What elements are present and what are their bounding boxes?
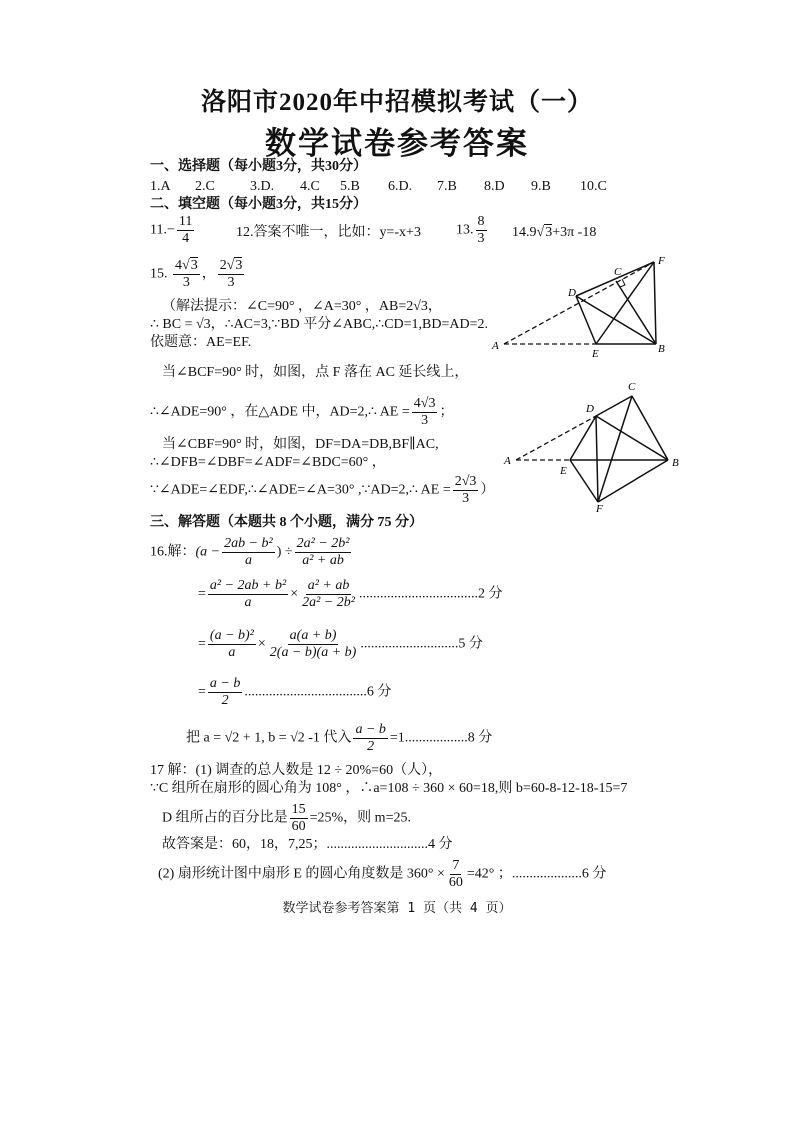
q16-l2-num2: a² + ab	[307, 578, 350, 593]
q15-label: 15.	[150, 266, 168, 282]
hint5-fraction	[412, 396, 438, 429]
q11-den: 4	[182, 231, 190, 246]
q16-l5-num: a − b	[355, 722, 386, 737]
q16-l1-a: (a −	[195, 544, 221, 560]
q16-l5-frac	[353, 722, 387, 755]
q16-l4-den: 2	[221, 693, 229, 708]
q16-l2-op: ×	[290, 586, 299, 602]
q16-l5-den: 2	[367, 739, 375, 754]
section2-header: 二、填空题（每小题3分，共15分）	[150, 197, 367, 212]
q16-l4-eq: =	[198, 684, 206, 700]
answer-13	[456, 214, 489, 247]
fig2-label-B: B	[672, 457, 679, 469]
q15-fraction-a	[173, 258, 200, 291]
q11-fraction	[177, 214, 194, 247]
answer-12: 12.答案不唯一，比如：y=-x+3	[236, 225, 421, 240]
hint5-text: ∴∠ADE=90° ，在△ADE 中，AD=2,∴ AE =	[150, 404, 410, 420]
q16-l3-frac2	[268, 628, 359, 661]
answer-1: 1.A	[150, 179, 171, 194]
fig1-right-angle	[620, 279, 625, 287]
answer-6: 6.D.	[388, 179, 413, 194]
q16-l5-b: =1..................8 分	[389, 730, 493, 746]
fig1-label-F: F	[658, 255, 665, 267]
answer-10: 10.C	[580, 179, 607, 194]
q11-label: 11.	[150, 222, 167, 238]
hint-line-3: 依题意：AE=EF.	[150, 335, 252, 350]
fig1-line-CB	[616, 281, 656, 344]
q16-l1-den2: a² + ab	[302, 553, 344, 568]
fig1-line-DE	[576, 296, 596, 344]
q16-l3-op: ×	[257, 636, 266, 652]
q16-line-4	[198, 676, 391, 709]
q15-a-coef: 4	[175, 258, 182, 273]
fig1-line-DB	[576, 296, 656, 344]
q16-l2-num1: a² − 2ab + b²	[209, 578, 287, 593]
q16-l3-den2: 2(a − b)(a + b)	[269, 645, 357, 660]
q16-label: 16.解：	[150, 544, 196, 560]
hint8-text: ∵∠ADE=∠EDF,∴∠ADE=∠A=30° ,∵AD=2,∴ AE =	[150, 482, 451, 498]
fig2-line-DB	[596, 416, 668, 460]
answer-3: 3.D.	[250, 179, 275, 194]
q11-num: 11	[178, 214, 193, 229]
fig1-label-E: E	[592, 348, 599, 360]
fig2-line-DF	[596, 416, 598, 502]
q14-label: 14.9	[512, 225, 537, 240]
hint-line-1: （解法提示：∠C=90° ，∠A=30° ，AB=2√3，	[162, 299, 442, 314]
hint-line-7: ∴∠DFB=∠DBF=∠ADF=∠BDC=60° ，	[150, 455, 386, 470]
q16-l3-score: ............................5 分	[360, 636, 483, 652]
geometry-figure-1	[486, 248, 676, 360]
q17-l5-a: (2) 扇形统计图中扇形 E 的圆心角度数是 360° ×	[158, 866, 445, 882]
hint-line-8	[150, 474, 494, 507]
q17-line-5	[158, 858, 606, 891]
q17-line-1: 17 解：(1) 调查的总人数是 12 ÷ 20%=60（人），	[150, 763, 443, 778]
q17-l5-num: 7	[452, 858, 460, 873]
geometry-figure-2	[500, 378, 690, 512]
q16-line-3	[198, 628, 483, 661]
q16-line-1	[150, 536, 353, 569]
answer-11	[150, 214, 196, 247]
fig2-label-A: A	[504, 455, 511, 467]
q16-l3-eq: =	[198, 636, 206, 652]
q16-l1-frac2	[295, 536, 352, 569]
q15-a-rad: 3	[190, 258, 198, 273]
fig2-label-D: D	[586, 403, 594, 415]
fig1-line-FB	[654, 262, 656, 344]
q16-l3-num2: a(a + b)	[289, 628, 337, 643]
hint-line-5	[150, 396, 453, 429]
q16-l4-frac	[208, 676, 242, 709]
q16-l1-frac1	[222, 536, 275, 569]
q17-line-3	[162, 802, 411, 835]
q16-l5-a: 把 a = √2 + 1, b = √2 -1 代入	[186, 730, 352, 746]
q15-b-num	[218, 258, 245, 275]
q17-l3-a: D 组所占的百分比是	[162, 810, 288, 826]
q16-l2-eq: =	[198, 586, 206, 602]
answer-7: 7.B	[437, 179, 457, 194]
q16-l2-frac1	[208, 578, 288, 611]
q17-l3-b: =25%，则 m=25.	[309, 810, 411, 826]
answer-15	[150, 258, 246, 291]
q17-l5-b: =42° ；....................6 分	[466, 866, 607, 882]
q13-num: 8	[477, 214, 485, 229]
hint-line-6: 当∠CBF=90° 时，如图，DF=DA=DB,BF∥AC,	[162, 437, 439, 452]
q17-line-2: ∵C 组所在扇形的圆心角为 108° ，∴a=108 ÷ 360 × 60=18,则 b=60-8-12-18-15=7	[150, 781, 628, 796]
q15-a-den: 3	[182, 275, 190, 290]
hint8-fraction	[453, 474, 479, 507]
fig1-label-B: B	[658, 343, 665, 355]
q15-a-num	[173, 258, 200, 275]
answer-14	[512, 224, 596, 242]
q15-b-coef: 2	[219, 258, 227, 273]
q17-l3-num: 15	[291, 802, 306, 817]
q14-radicand: 3	[545, 225, 553, 240]
hint8-end: ）	[480, 482, 495, 498]
hint5-den: 3	[421, 413, 429, 428]
q16-l1-num2: 2a² − 2b²	[296, 536, 350, 551]
hint8-num: 2√3	[454, 474, 477, 489]
fig2-label-C: C	[628, 381, 636, 393]
section1-header: 一、选择题（每小题3分，共30分）	[150, 159, 367, 174]
fig1-label-D: D	[568, 287, 576, 299]
q16-l2-den1: a	[244, 595, 252, 610]
hint8-den: 3	[462, 491, 470, 506]
fig2-line-FB	[598, 460, 668, 502]
q11-sign: −	[166, 222, 175, 238]
q16-l2-frac2	[300, 578, 357, 611]
q16-l4-num: a − b	[209, 676, 241, 691]
q16-l1-den1: a	[244, 553, 252, 568]
fig2-label-E: E	[560, 465, 567, 477]
answer-9: 9.B	[531, 179, 551, 194]
answer-8: 8.D	[484, 179, 505, 194]
q16-l1-num1: 2ab − b²	[224, 536, 273, 551]
q16-line-5	[186, 722, 492, 755]
sqrt-symbol	[182, 258, 190, 273]
q16-l1-op: ) ÷	[276, 544, 293, 560]
q16-line-2	[198, 578, 502, 611]
q16-l3-num1: (a − b)²	[209, 628, 254, 643]
answer-5: 5.B	[340, 179, 360, 194]
fig2-label-F: F	[596, 503, 603, 512]
fig2-line-EF	[570, 460, 598, 502]
q13-fraction	[476, 214, 487, 247]
title-line-2: 数学试卷参考答案	[265, 126, 529, 161]
hint5-num: 4√3	[413, 396, 436, 411]
q16-l2-den2: 2a² − 2b²	[302, 595, 355, 610]
q15-b-den: 3	[227, 275, 235, 290]
q17-l5-den: 60	[448, 875, 463, 890]
q13-label: 13.	[456, 222, 474, 238]
section3-header: 三、解答题（本题共 8 个小题，满分 75 分）	[150, 515, 423, 530]
q17-l3-frac	[290, 802, 308, 835]
answer-2: 2.C	[195, 179, 215, 194]
fig2-line-CB	[632, 396, 668, 460]
q17-line-4: 故答案是：60，18，7,25；.............................4 分	[162, 837, 453, 852]
fig1-label-C: C	[614, 266, 622, 278]
fig1-label-A: A	[492, 340, 499, 352]
title-line-1: 洛阳市2020年中招模拟考试（一）	[200, 89, 593, 116]
q15-b-rad: 3	[235, 258, 243, 273]
q17-l3-den: 60	[291, 819, 306, 834]
q14-rest: +3π -18	[552, 225, 597, 240]
q16-l4-score: ...................................6 分	[244, 684, 392, 700]
hint-line-4: 当∠BCF=90° 时，如图，点 F 落在 AC 延长线上，	[162, 365, 469, 380]
q17-l5-frac	[447, 858, 465, 891]
hint5-end: ；	[439, 404, 454, 420]
q16-l3-den1: a	[228, 645, 236, 660]
q15-separator: ，	[201, 266, 216, 282]
fig2-line-AD-dashed	[516, 416, 596, 460]
q15-fraction-b	[218, 258, 245, 291]
hint-line-2: ∴ BC = √3，∴AC=3,∵BD 平分∠ABC,∴CD=1,BD=AD=2.	[150, 317, 488, 332]
page-footer: 数学试卷参考答案第 1 页（共 4 页）	[282, 901, 512, 916]
q16-l3-frac1	[208, 628, 256, 661]
q13-den: 3	[477, 231, 485, 246]
q16-l2-score: ..................................2 分	[358, 586, 503, 602]
answer-4: 4.C	[300, 179, 320, 194]
